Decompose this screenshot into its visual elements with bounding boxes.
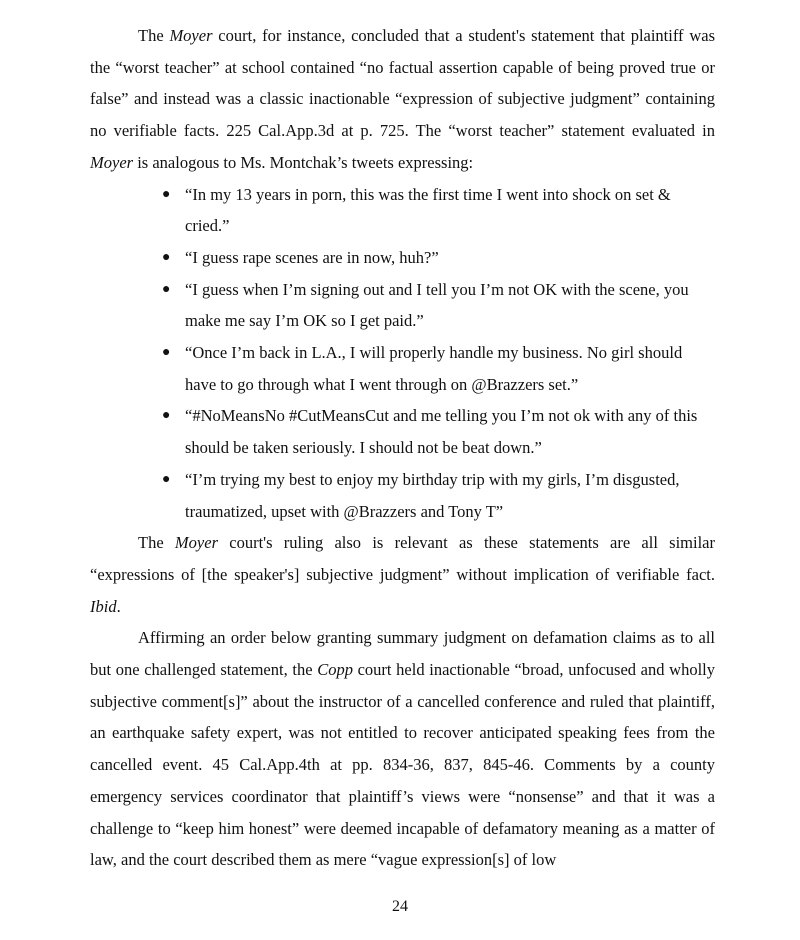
text-run: The bbox=[138, 26, 170, 45]
tweet-quote: “#NoMeansNo #CutMeansCut and me telling you I’m not ok with any of this should be taken seriously. I should not be beat down.” bbox=[185, 406, 698, 458]
page-number: 24 bbox=[392, 898, 408, 915]
tweet-quote: “I guess rape scenes are in now, huh?” bbox=[185, 247, 439, 267]
case-name-moyer: Moyer bbox=[90, 152, 134, 172]
list-item bbox=[90, 464, 715, 527]
bullet-icon: ● bbox=[162, 408, 171, 424]
paragraph-moyer-ruling bbox=[90, 527, 715, 622]
bullet-icon: ● bbox=[162, 249, 171, 265]
list-item bbox=[90, 337, 715, 400]
text-run: Affirming an order below granting summary judgment on defamation claims as to all but one challenged statement, the bbox=[90, 628, 715, 680]
list-item bbox=[90, 400, 715, 463]
text-run: . bbox=[116, 596, 121, 616]
tweet-quote: “Once I’m back in L.A., I will properly handle my business. No girl should have to go through what I went through on @Brazzers set.” bbox=[185, 343, 683, 394]
text-run: court, for instance, concluded that a student's statement that plaintiff was the “worst teacher” at school contained “no factual assertion capable of being proved true or false” and instead was a classic inactionable “expression of subjective judgment” containing no verifiable facts. 225 Cal.App.3d at p. 725. The “worst teacher” statement evaluated in bbox=[90, 26, 715, 141]
bullet-icon: ● bbox=[162, 281, 171, 297]
case-name-copp: Copp bbox=[317, 660, 353, 680]
tweet-list bbox=[90, 179, 715, 528]
list-item bbox=[90, 242, 715, 274]
text-run: court's ruling also is relevant as these statements are all similar “expressions of [the speaker's] subjective judgment” without implication of verifiable fact. bbox=[90, 533, 716, 584]
bullet-icon: ● bbox=[162, 345, 171, 361]
text-run: The bbox=[138, 533, 175, 553]
bullet-icon: ● bbox=[162, 186, 171, 202]
case-name-moyer: Moyer bbox=[169, 26, 213, 45]
tweet-quote: “I’m trying my best to enjoy my birthday trip with my girls, I’m disgusted, traumatized, upset with @Brazzers and Tony T” bbox=[185, 469, 680, 521]
tweet-quote: “In my 13 years in porn, this was the first time I went into shock on set & cried.” bbox=[185, 184, 671, 236]
tweet-quote: “I guess when I’m signing out and I tell you I’m not OK with the scene, you make me say I’m OK so I get paid.” bbox=[185, 279, 689, 331]
list-item bbox=[90, 179, 715, 242]
paragraph-moyer-intro bbox=[90, 20, 715, 179]
paragraph-copp bbox=[90, 622, 715, 876]
bullet-icon: ● bbox=[162, 471, 171, 487]
case-name-moyer: Moyer bbox=[174, 533, 218, 553]
text-run: is analogous to Ms. Montchak’s tweets expressing: bbox=[133, 152, 474, 172]
text-run: court held inactionable “broad, unfocused and wholly subjective comment[s]” about the instructor of a cancelled conference and ruled that plaintiff, an earthquake safety expert, was not entitled to recover anticipated speaking fees from the cancelled event. 45 Cal.App.4th at pp. 834-36, 837, 845-46. Comments by a county emergency services coordinator that plaintiff’s views were “nonsense” and that it was a challenge to “keep him honest” were deemed incapable of defamatory meaning as a matter of law, and the court described them as mere “vague expression[s] of low bbox=[90, 660, 715, 870]
document-body bbox=[90, 20, 715, 876]
citation-ibid: Ibid bbox=[90, 596, 117, 616]
list-item bbox=[90, 274, 715, 337]
